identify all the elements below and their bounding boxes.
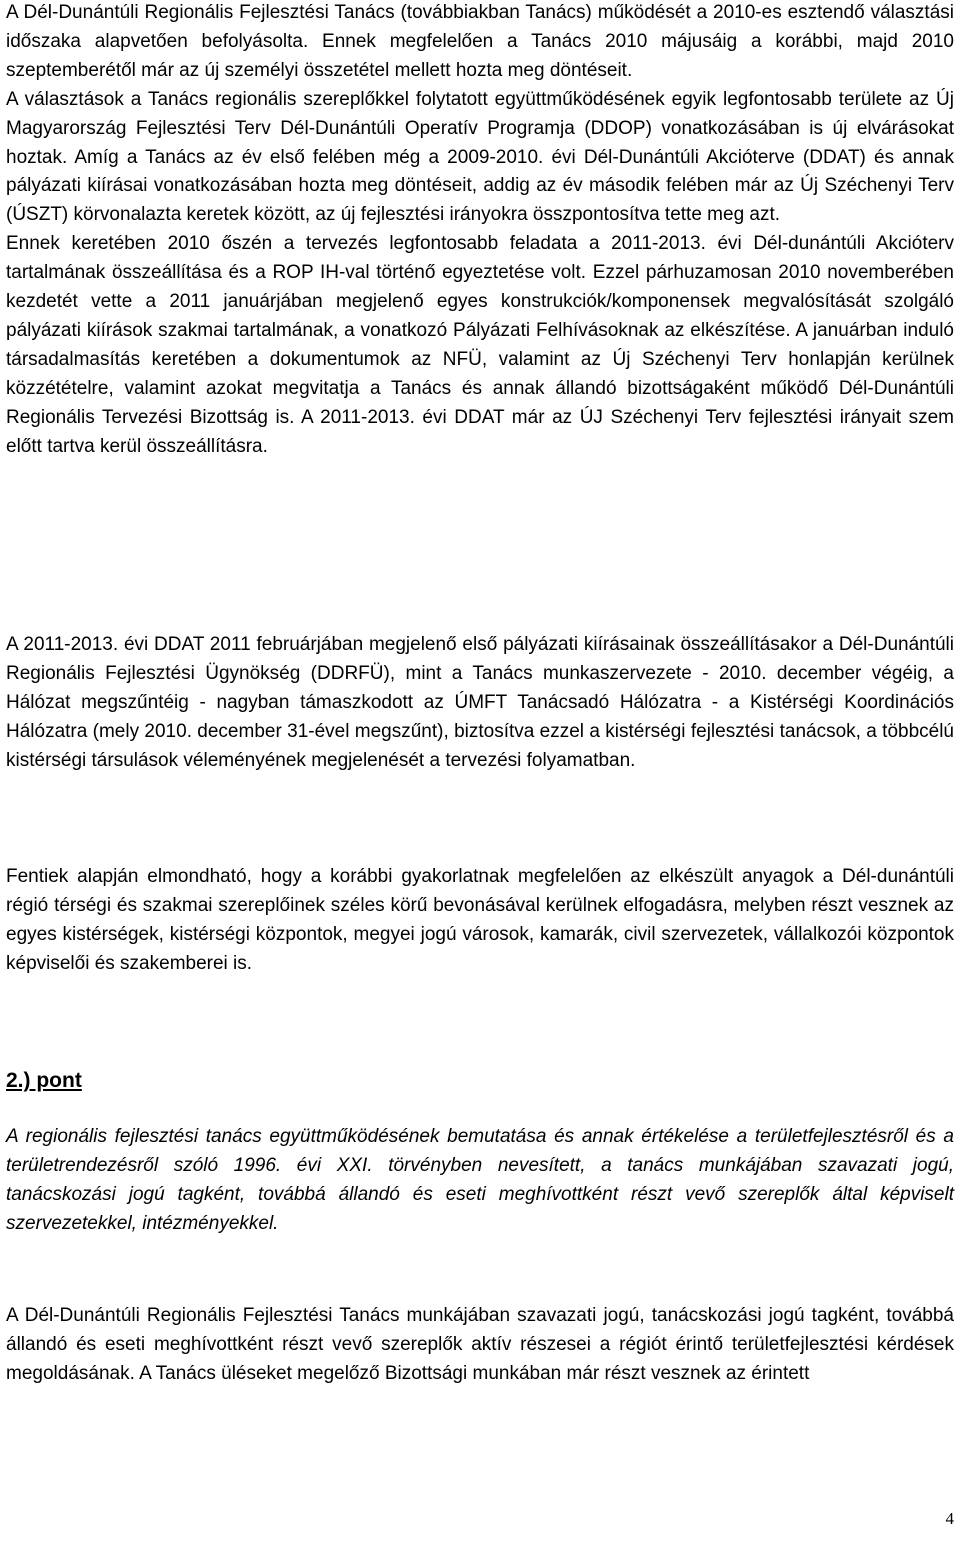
page-number: 4 — [945, 1509, 954, 1528]
summary-text-block — [6, 863, 954, 979]
paragraph-council-operation: A Dél-Dunántúli Regionális Fejlesztési Tanács (továbbiakban Tanács) működését a 2010-es esztendő választási időszaka alapvetően befolyásolta. Ennek megfelelően a Tanács 2010 májusáig a korábbi, majd 2010 szeptemberétől már az új személyi összetétel mellett hozta meg döntéseit. — [6, 2, 954, 81]
paragraph-autumn-planning: Ennek keretében 2010 őszén a tervezés legfontosabb feladata a 2011-2013. évi Dél-dunántúli Akcióterv tartalmának összeállítása és a ROP IH-val történő egyeztetése volt. Ezzel párhuzamosan 2010 novemberében kezdetét vette a 2011 januárjában megjelenő egyes konstrukciók/komponensek megvalósítását szolgáló pályázati kiírások szakmai tartalmának, a vonatkozó Pályázati Felhívásoknak az elkészítése. A januárban induló társadalmasítás keretében a dokumentumok az NFÜ, valamint az Új Széchenyi Terv honlapján kerülnek közzétételre, valamint azokat megvitatja a Tanács és annak állandó bizottságaként működő Dél-Dunántúli Regionális Tervezési Bizottság is. A 2011-2013. évi DDAT már az ÚJ Széchenyi Terv fejlesztési irányait szem előtt tartva kerül összeállításra. — [6, 233, 954, 457]
paragraph-summary: Fentiek alapján elmondható, hogy a korábbi gyakorlatnak megfelelően az elkészült anyagok a Dél-dunántúli régió térségi és szakmai szereplőinek széles körű bevonásával kerülnek elfogadásra, melyben részt vesznek az egyes kistérségek, kistérségi központok, megyei jogú városok, kamarák, civil szervezetek, vállalkozói központok képviselői és szakemberei is. — [6, 866, 954, 974]
paragraph-ddat-2011-2013: A 2011-2013. évi DDAT 2011 februárjában megjelenő első pályázati kiírásainak összeállításakor a Dél-Dunántúli Regionális Fejlesztési Ügynökség (DDRFÜ), mint a Tanács munkaszervezete - 2010. december végéig, a Hálózat megszűntéig - nagyban támaszkodott az ÚMFT Tanácsadó Hálózatra - a Kistérségi Koordinációs Hálózatra (mely 2010. december 31-ével megszűnt), biztosítva ezzel a kistérségi fejlesztési tanácsok, a többcélú kistérségi társulások véleményének megjelenését a tervezési folyamatban. — [6, 634, 954, 771]
section-description — [6, 1123, 954, 1239]
paragraph-elections-ddop: A választások a Tanács regionális szereplőkkel folytatott együttműködésének egyik legfontosabb területe az Új Magyarország Fejlesztési Terv Dél-Dunántúli Operatív Programja (DDOP) vonatkozásában is új elvárásokat hoztak. Amíg a Tanács az év első felében még a 2009-2010. évi Dél-Dunántúli Akcióterve (DDAT) és annak pályázati kiírásai vonatkozásában hozta meg döntéseit, addig az év második felében már az Új Széchenyi Terv (ÚSZT) körvonalazta keretek között, az új fejlesztési irányokra összpontosítva tette meg azt. — [6, 88, 954, 226]
section-heading: 2.) pont — [6, 1069, 82, 1092]
intro-text-block — [6, 0, 954, 462]
paragraph-participants: A Dél-Dunántúli Regionális Fejlesztési Tanács munkájában szavazati jogú, tanácskozási jogú tagként, továbbá állandó és eseti meghívottként részt vevő szereplők aktív részesei a régiót érintő területfejlesztési kérdések megoldásának. A Tanács üléseket megelőző Bizottsági munkában már részt vesznek az érintett — [6, 1305, 954, 1384]
ddat-text-block — [6, 631, 954, 776]
paragraph-section-description: A regionális fejlesztési tanács együttműködésének bemutatása és annak értékelése a területfejlesztésről és a területrendezésről szóló 1996. évi XXI. törvényben nevesített, a tanács munkájában szavazati jogú, tanácskozási jogú tagként, továbbá állandó és eseti meghívottként részt vevő szereplők által képviselt szervezetekkel, intézményekkel. — [6, 1126, 954, 1234]
participants-text-block — [6, 1302, 954, 1389]
